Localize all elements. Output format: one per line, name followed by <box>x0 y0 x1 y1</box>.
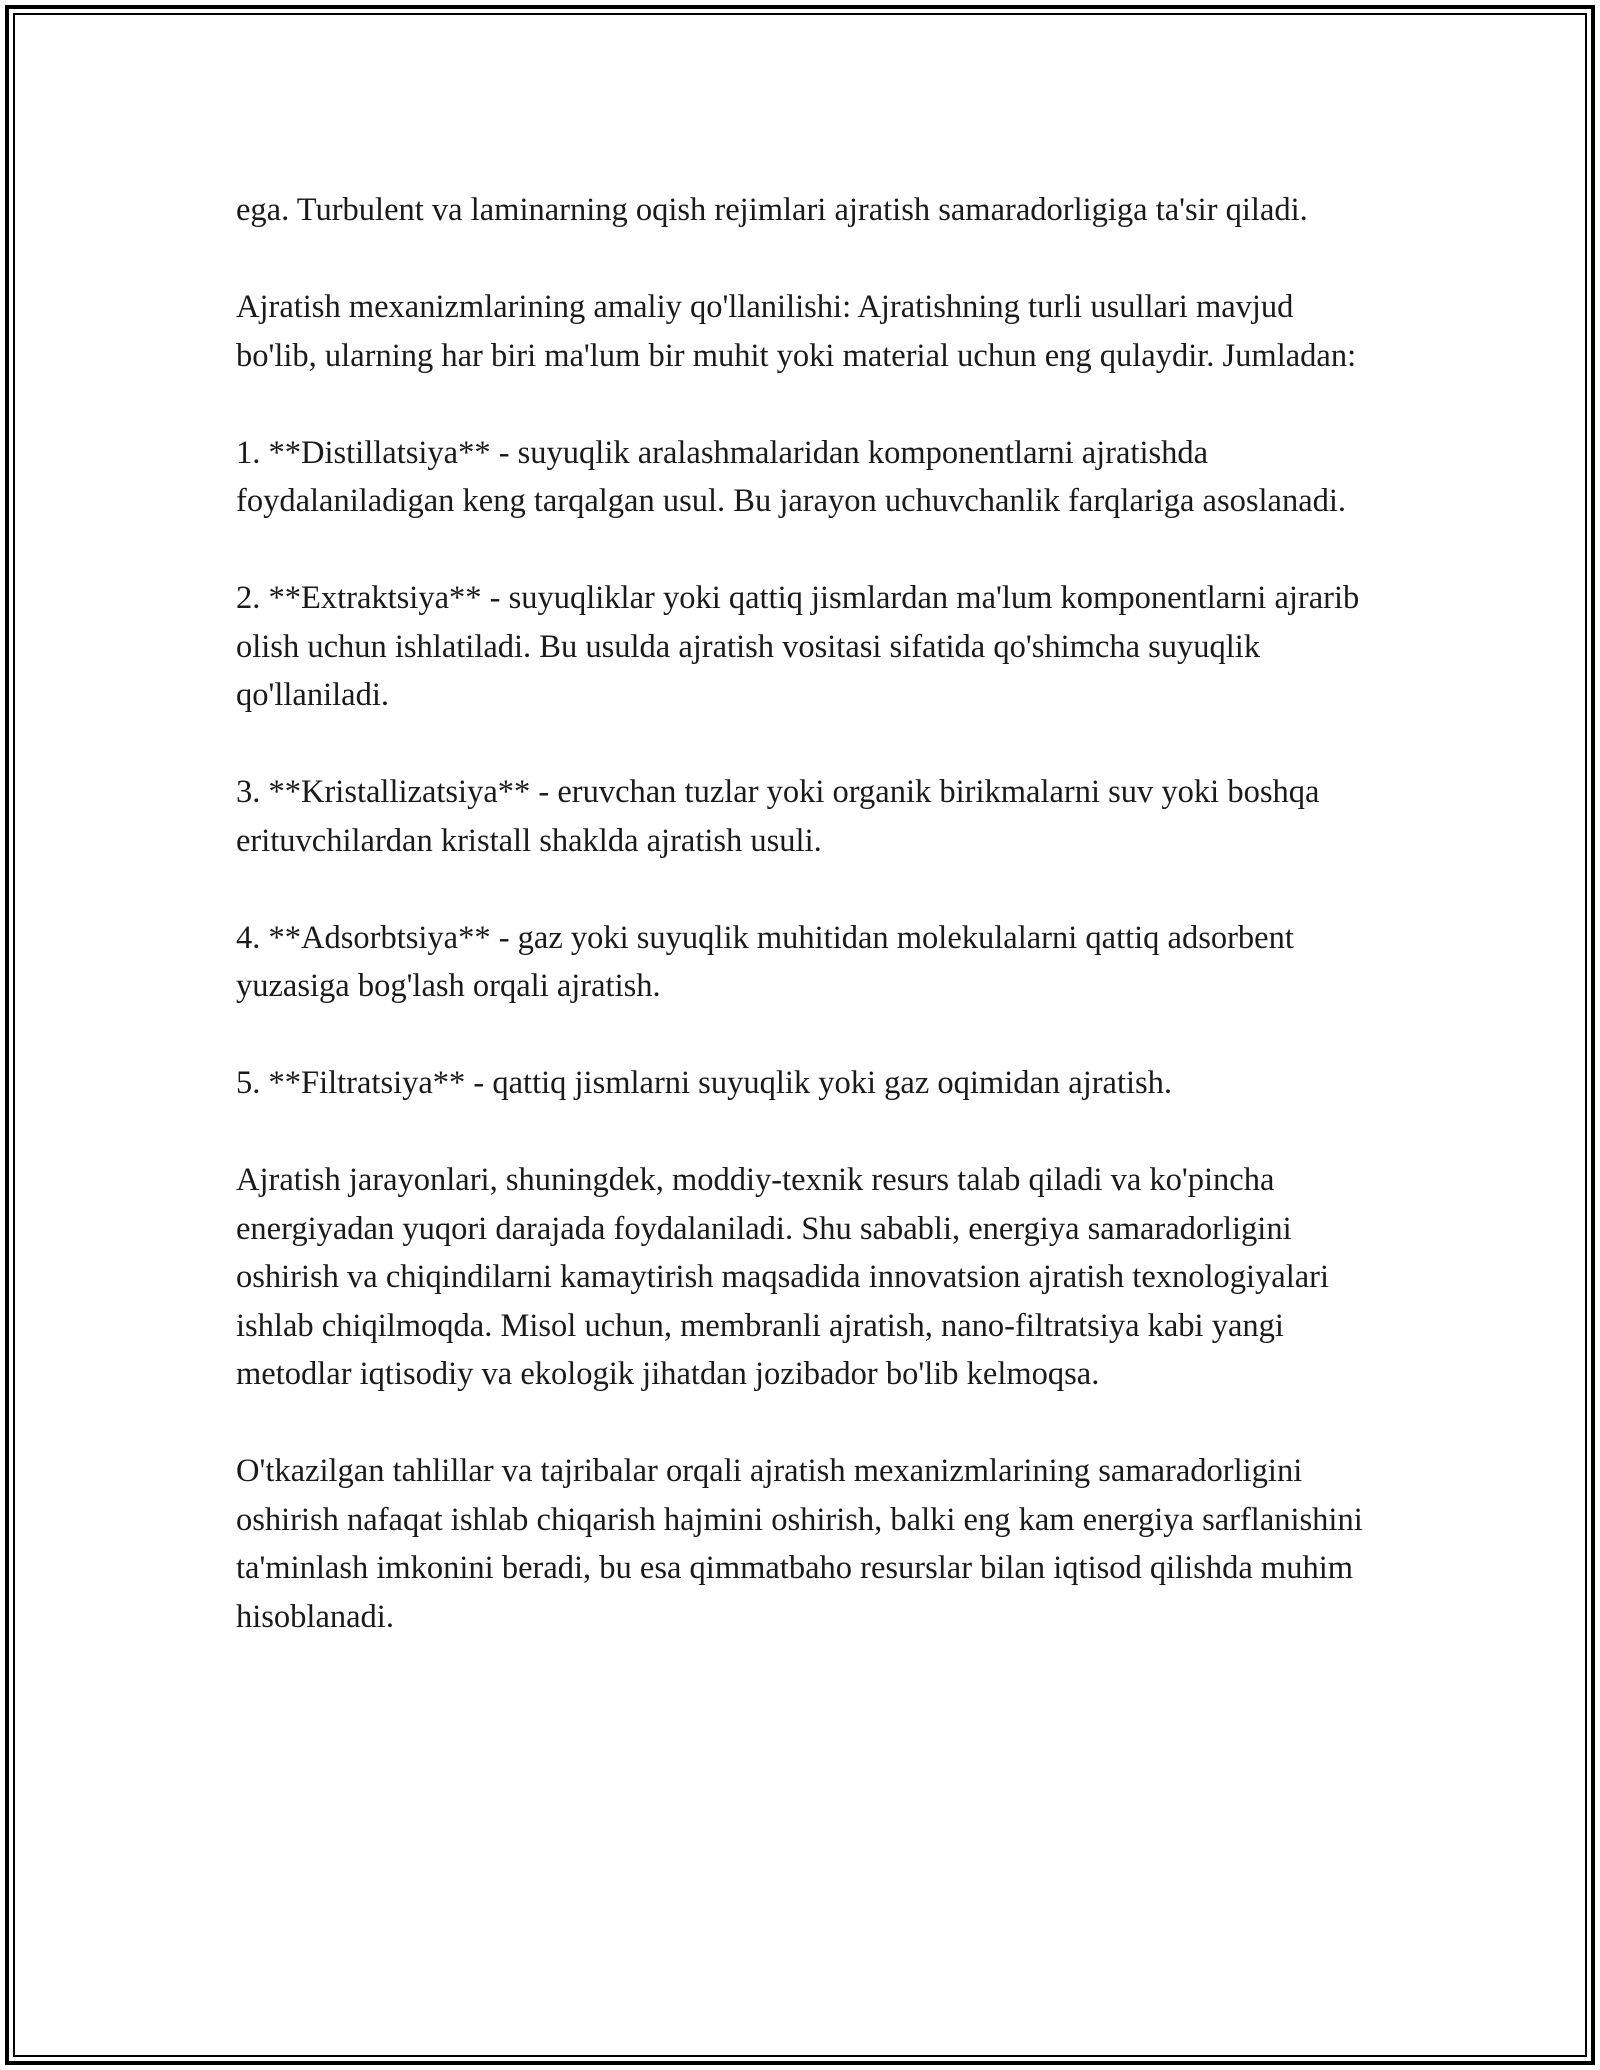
paragraph-energy-efficiency: Ajratish jarayonlari, shuningdek, moddiy-texnik resurs talab qiladi va ko'pincha energiyadan yuqori darajada foydalaniladi. Shu sababli, energiya samaradorligini oshirish va chiqindilarni kamaytirish maqsadida innovatsion ajratish texnologiyalari ishlab chiqilmoqda. Misol uchun, membranli ajratish, nano-filtratsiya kabi yangi metodlar iqtisodiy va ekologik jihatdan jozibador bo'lib kelmoqsa. <box>236 1162 1330 1392</box>
document-body <box>236 186 1376 1641</box>
list-item-distillation: 1. **Distillatsiya** - suyuqlik aralashmalaridan komponentlarni ajratishda foydalaniladigan keng tarqalgan usul. Bu jarayon uchuvchanlik farqlariga asoslanadi. <box>236 434 1347 519</box>
paragraph-practical-application: Ajratish mexanizmlarining amaliy qo'llanilishi: Ajratishning turli usullari mavjud bo'lib, ularning har biri ma'lum bir muhit yoki material uchun eng qulaydir. Jumladan: <box>236 289 1357 374</box>
list-item-adsorption: 4. **Adsorbtsiya** - gaz yoki suyuqlik muhitidan molekulalarni qattiq adsorbent yuzasiga bog'lash orqali ajratish. <box>236 919 1294 1004</box>
list-item-extraction: 2. **Extraktsiya** - suyuqliklar yoki qattiq jismlardan ma'lum komponentlarni ajrarib olish uchun ishlatiladi. Bu usulda ajratish vositasi sifatida qo'shimcha suyuqlik qo'llaniladi. <box>236 580 1360 713</box>
paragraph-turbulent-flow: ega. Turbulent va laminarning oqish rejimlari ajratish samaradorligiga ta'sir qiladi. <box>236 192 1308 228</box>
paragraph-conclusion: O'tkazilgan tahlillar va tajribalar orqali ajratish mexanizmlarining samaradorligini oshirish nafaqat ishlab chiqarish hajmini oshirish, balki eng kam energiya sarflanishini ta'minlash imkonini beradi, bu esa qimmatbaho resurslar bilan iqtisod qilishda muhim hisoblanadi. <box>236 1453 1363 1635</box>
list-item-crystallization: 3. **Kristallizatsiya** - eruvchan tuzlar yoki organik birikmalarni suv yoki boshqa erituvchilardan kristall shaklda ajratish usuli. <box>236 774 1320 859</box>
list-item-filtration: 5. **Filtratsiya** - qattiq jismlarni suyuqlik yoki gaz oqimidan ajratish. <box>236 1065 1173 1101</box>
